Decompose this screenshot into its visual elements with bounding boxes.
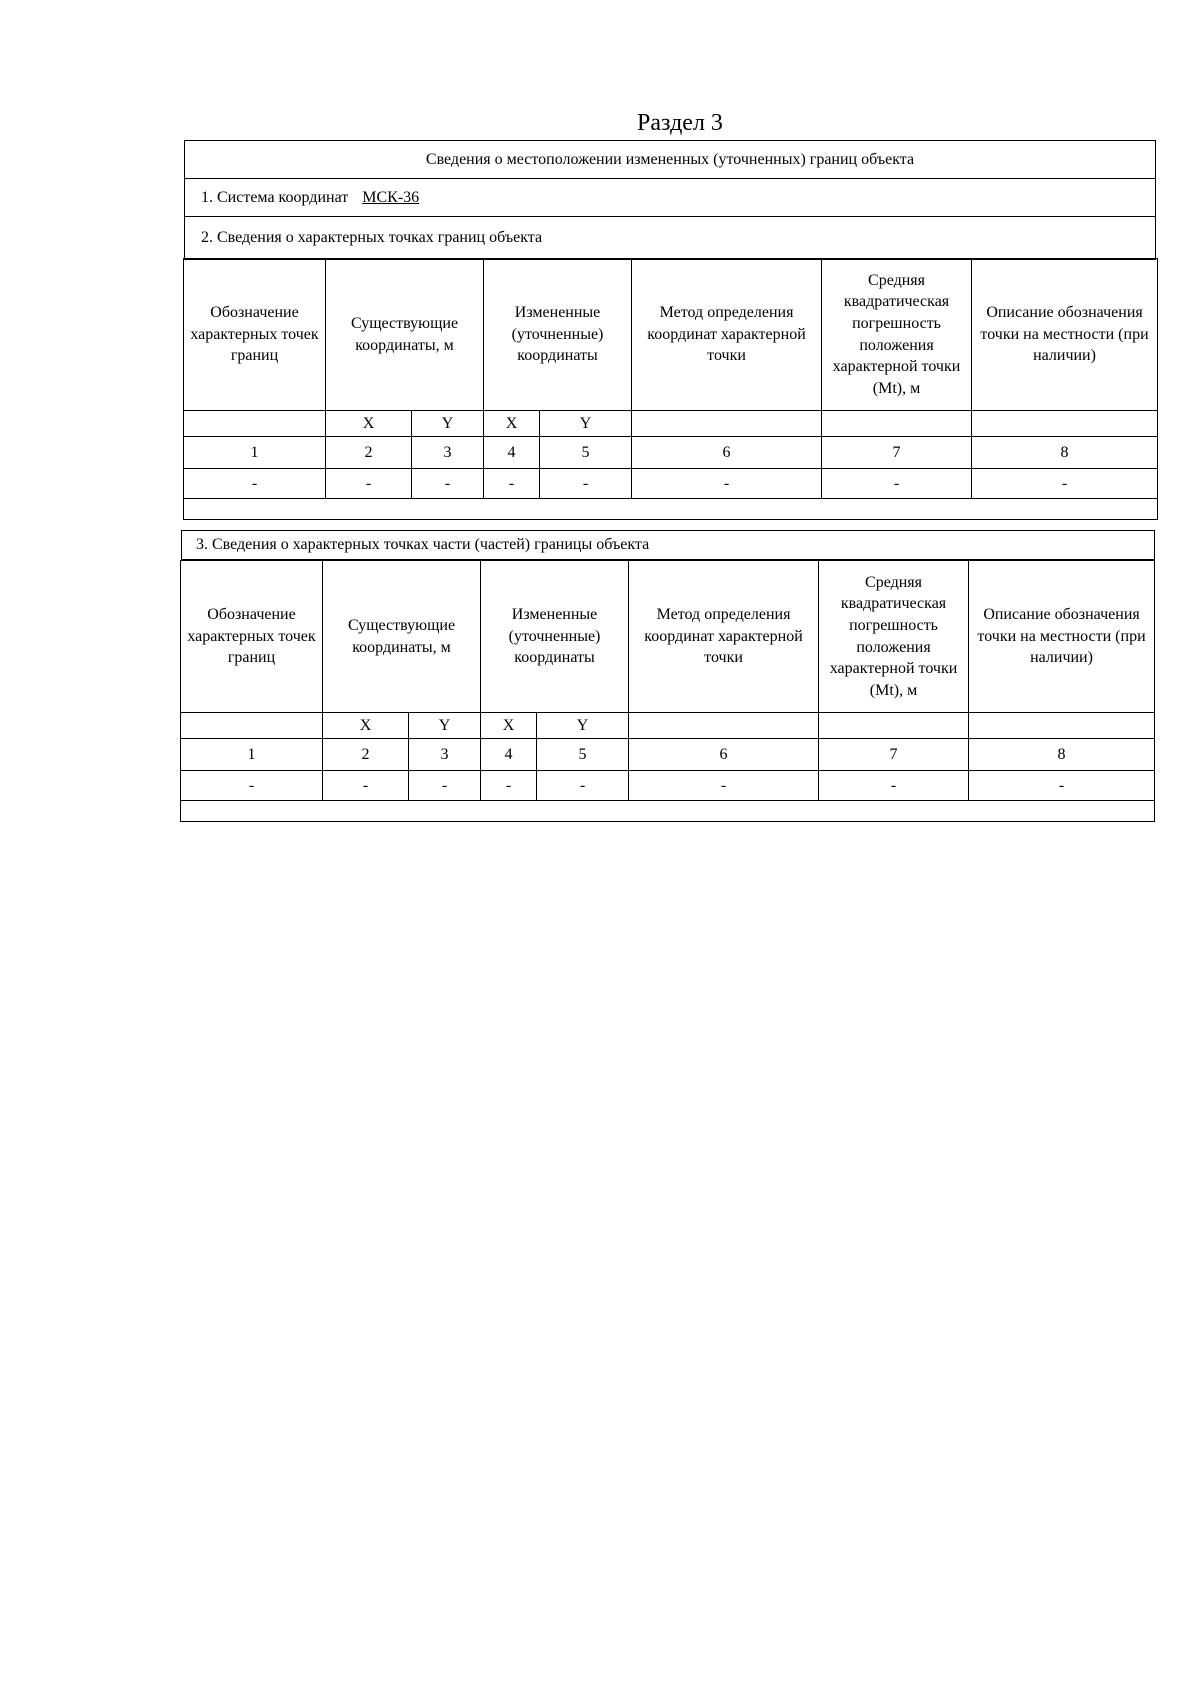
axis-y-changed: Y <box>537 713 629 739</box>
col-error: Средняя квадратическая погрешность положения характерной точки (Mt), м <box>819 561 969 713</box>
table-footer-row <box>181 801 1155 822</box>
col-number: 5 <box>540 437 632 469</box>
table-cell: - <box>540 469 632 499</box>
col-number: 7 <box>822 437 972 469</box>
col-number: 7 <box>819 739 969 771</box>
col-designation: Обозначение характерных точек границ <box>184 259 326 411</box>
axis-y-changed: Y <box>540 411 632 437</box>
coord-system-label: 1. Система координат <box>201 188 349 206</box>
col-number: 6 <box>632 437 822 469</box>
col-number: 3 <box>412 437 484 469</box>
col-number: 4 <box>481 739 537 771</box>
header-box <box>184 140 1156 260</box>
col-number: 6 <box>629 739 819 771</box>
boundary-points-table <box>183 258 1158 520</box>
col-number: 8 <box>969 739 1155 771</box>
col-number: 8 <box>972 437 1158 469</box>
axis-x-changed: X <box>481 713 537 739</box>
col-existing-coords: Существующие координаты, м <box>326 259 484 411</box>
table-cell: - <box>484 469 540 499</box>
axis-x-changed: X <box>484 411 540 437</box>
col-number: 2 <box>326 437 412 469</box>
section-title: Раздел 3 <box>637 110 723 136</box>
col-designation: Обозначение характерных точек границ <box>181 561 323 713</box>
table-cell: - <box>326 469 412 499</box>
table-cell: - <box>972 469 1158 499</box>
coord-system-row <box>185 179 1155 217</box>
table-cell: - <box>409 771 481 801</box>
col-description: Описание обозначения точки на местности (при наличии) <box>972 259 1158 411</box>
axis-blank <box>184 411 326 437</box>
col-error: Средняя квадратическая погрешность положения характерной точки (Mt), м <box>822 259 972 411</box>
col-changed-coords: Измененные (уточненные) координаты <box>481 561 629 713</box>
table-cell: - <box>969 771 1155 801</box>
table-cell: - <box>629 771 819 801</box>
header-title: Сведения о местоположении измененных (уточненных) границ объекта <box>425 150 915 168</box>
coord-system-value: МСК-36 <box>362 188 420 206</box>
col-number: 2 <box>323 739 409 771</box>
table-cell: - <box>537 771 629 801</box>
table-cell: - <box>632 469 822 499</box>
table-cell: - <box>412 469 484 499</box>
col-changed-coords: Измененные (уточненные) координаты <box>484 259 632 411</box>
axis-y-existing: Y <box>409 713 481 739</box>
col-method: Метод определения координат характерной точки <box>632 259 822 411</box>
table-cell: - <box>819 771 969 801</box>
axis-blank <box>181 713 323 739</box>
table-cell: - <box>323 771 409 801</box>
part-boundary-points-table <box>180 560 1155 822</box>
part-label-box <box>181 530 1155 560</box>
axis-x-existing: X <box>326 411 412 437</box>
col-number: 1 <box>184 437 326 469</box>
col-number: 5 <box>537 739 629 771</box>
col-method: Метод определения координат характерной точки <box>629 561 819 713</box>
col-description: Описание обозначения точки на местности (при наличии) <box>969 561 1155 713</box>
axis-y-existing: Y <box>412 411 484 437</box>
char-points-row <box>185 217 1155 259</box>
col-existing-coords: Существующие координаты, м <box>323 561 481 713</box>
col-number: 3 <box>409 739 481 771</box>
col-number: 1 <box>181 739 323 771</box>
table-cell: - <box>184 469 326 499</box>
table-cell: - <box>481 771 537 801</box>
table-cell: - <box>181 771 323 801</box>
header-title-row <box>185 141 1155 179</box>
axis-x-existing: X <box>323 713 409 739</box>
col-number: 4 <box>484 437 540 469</box>
char-points-label: 2. Сведения о характерных точках границ объекта <box>201 229 543 246</box>
table-footer-row <box>184 499 1158 520</box>
table-cell: - <box>822 469 972 499</box>
part-label: 3. Сведения о характерных точках части (частей) границы объекта <box>196 536 650 553</box>
